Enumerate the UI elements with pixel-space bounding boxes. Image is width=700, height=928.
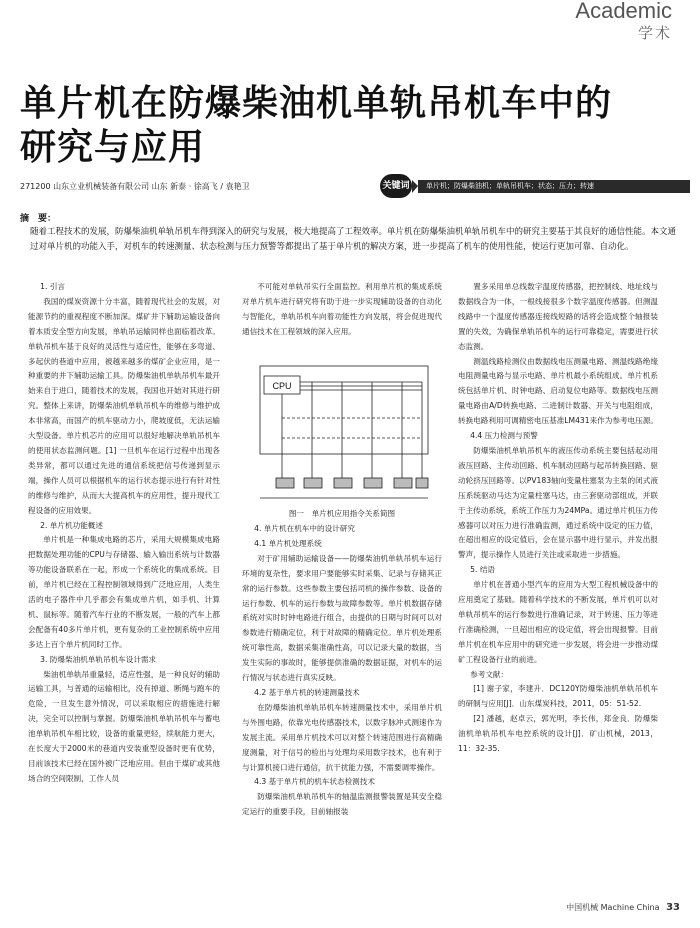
article-title-line2: 研究与应用 [20,127,206,168]
column-2-bottom [242,522,442,820]
page-number: 33 [666,902,680,913]
paragraph: [2] 潘越，赵卓云，郭光明，李长伟，郑金良．防爆柴油机单轨吊机车电控系统的设计[J]．矿山机械，2013，11：32-35. [458,714,658,754]
paragraph: 不可能对单轨吊实行全面监控。利用单片机的集成系统对单片机车进行研究将有助于进一步实现辅助设备的自动化与智能化，单轨吊机车向着功能性方向发展，将会促进现代通信技术在工程领域的深入应用。 [242,282,442,336]
section-heading: 4.2 基于单片机的转速测量技术 [254,687,360,697]
cpu-label: CPU [272,381,292,391]
keywords-text: 单片机；防爆柴油机；单轨吊机车；状态；压力；转速 [418,180,690,193]
keywords-label: 关键词 [380,174,412,198]
paragraph: 置多采用单总线数字温度传感器，把控制线、地址线与数据线合为一体，一根线接很多个数字温度传感器。但测温线路中一个温度传感器连接线短路的话将会造成整个轴报装置的失效，为确保单轨吊机车的运行可靠稳定，需要进行状态监测。 [458,282,658,351]
paragraph: 柴油机单轨吊重量轻，适应性强，是一种良好的辅助运输工具，与普通的运输相比，没有掉道、断绳与跑车的危险，一旦发生意外情况，可以采取相应的措施进行解决，完全可以控制与掌握。防爆柴油机单轨吊机车与蓄电池单轨吊机车相比较，设备的重量更轻，续航能力更大，在长度大于2000米的巷道内安装重型设备时更有优势，目前该技术已经在国外被广泛地应用。但由于煤矿或其他场合的空间限制，工作人员 [28,669,220,783]
column-3 [458,280,658,757]
paragraph: 我国的煤炭资源十分丰富，随着现代社会的发展，对能源节约的重视程度不断加深。煤矿井下辅助运输设备向着本质安全型方向发展，单轨吊运输同样也面临着改革。单轨吊机车基于良好的灵活性与适应性，能够在多弯道、多起伏的巷道中应用，被越来越多的煤矿企业应用，是一种重要的井下辅助运输工具。防爆柴油机单轨吊机车最开始来自于进口，随着技术的发展，我国也开始对其进行研究。整体上来讲，防爆柴油机单轨吊机车的维修与维护成本非常高，而国产的机车驱动力小，爬坡度低，无法运输大型设备。单片机芯片的应用可以很好地解决单轨吊机车的使用状态监测问题。[1] 一旦机车在运行过程中出现各类异常，都可以通过先进的通信系统把信号传递到显示端，操作人员可以根据机车的运行状态提示进行有针对性的维修与维护，从而大大提高机车的应用性，提升现代工程设备的应用效果。 [28,296,220,515]
section-heading: 4.1 单片机处理系统 [254,538,322,548]
section-heading: 3. 防爆柴油机单轨吊机车设计需求 [40,654,157,664]
section-heading: 1. 引言 [40,282,66,291]
section-heading: 4.4 压力检测与预警 [470,431,538,441]
abstract-label: 摘 要： [20,214,57,224]
section-heading: 参考文献： [470,669,509,679]
author-line: 271200 山东立业机械装备有限公司 山东 新泰 · 徐高飞 / 袁艳卫 [20,182,250,191]
keywords-box [380,172,690,200]
paragraph: 对于矿用辅助运输设备——防爆柴油机单轨吊机车运行环境的复杂性，要求用户要能够实时采集、记录与存储其正常的运行参数。这些参数主要包括司机的操作参数、设备的运行参数、机车的运行参数与故障参数等。单片机数据存储系统对实时时钟电路进行组合，由提供的日期与时间可以对参数进行精确定位，利于对故障的精确定位。单片机处理系统可靠性高，数据采集准确性高，可以记录大量的数据，当发生实际的事故时，能够提供准确的数据证据，对机车的运行情况与状态进行真实反映。 [242,553,442,683]
section-heading: 4.3 基于单片机的机车状态检测技术 [254,777,375,787]
section-heading: 4. 单片机在机车中的设计研究 [254,524,355,533]
section-heading: 2. 单片机功能概述 [40,520,103,530]
page-footer [566,902,680,913]
abstract-text: 随着工程技术的发展，防爆柴油机单轨吊机车得到深入的研究与发展，极大地提高了工程效率。单片机在防爆柴油机单轨吊机车中的研究主要基于其良好的通信性能。本文通过对单片机的功能入手，对机车的转速测量、状态检测与压力预警等都提出了基于单片机的解决方案，进一步提高了机车的使用性能，使运行更加可靠、自动化。 [30,227,677,252]
paragraph: [1] 谢子家，李建升．DC120Y防爆柴油机单轨吊机车的研制与应用[J]．山东煤炭科技，2011，05：51-52. [458,684,658,709]
article-title-line1: 单片机在防爆柴油机单轨吊机车中的 [20,83,613,124]
paragraph: 防爆柴油机单轨吊机车的轴温监测报警装置是其安全稳定运行的重要手段，目前轴报装 [242,792,442,817]
section-label-en: Academic [575,0,672,23]
section-heading: 5. 结语 [470,565,496,575]
column-2-top [242,280,442,340]
journal-name: 中国机械 Machine China [566,903,660,912]
column-1 [28,280,220,787]
paragraph: 单片机在普通小型汽车的应用为大型工程机械设备中的应用奠定了基础。随着科学技术的不断发展，单片机可以对单轨吊机车的运行参数进行准确记录，对于转速、压力等进行准确检测，一旦超出相应的设定值，将会出现报警。目前单片机在机车应用中的研究进一步发展，将会进一步推动煤矿工程设备行业的前进。 [458,580,658,664]
paragraph: 单片机是一种集成电路的芯片，采用大规模集成电路把数据处理功能的CPU与存储器、输入输出系统与计数器等功能设备联系在一起，形成一个系统化的集成系统。目前，单片机已经在工程控制领域得到广泛地应用，人类生活的电子器件中几乎都会有集成单片机，如手机、计算机、鼠标等。随着汽车行业的不断发展，一般的汽车上都会配备有40多片单片机，更有复杂的工业控制系统中应用多达上百个单片机同时工作。 [28,535,220,649]
paragraph: 测温线路检测仪由数据线电压测量电路、测温线路绝缘电阻测量电路与显示电路、单片机最小系统组成。单片机系统包括单片机、时钟电路、启动复位电路等。数据线电压测量电路由A/D转换电路、二进制计数器、开关与电阻组成，转换电路利用可调精密电压基准LM431来作为参考电压源。 [458,356,658,426]
figure-caption: 图一 单片机应用指令关系简图 [288,509,396,518]
section-label-zh: 学术 [637,24,672,42]
paragraph: 在防爆柴油机单轨吊机车转速测量技术中，采用单片机与外围电路，依靠光电传感器技术，以数字脉冲式测速作为发展主流。采用单片机技术可以对整个转速范围进行高精确度测量，对于信号的检出与处理均采用数字技术，也有利于与计算机接口进行通信，抗干扰能力强，不需要调零操作。 [242,702,442,772]
paragraph: 防爆柴油机单轨吊机车的液压传动系统主要包括起动用液压回路、主传动回路、机车制动回路与起吊转换回路、驱动轮挤压回路等。以PV183轴向变量柱塞泵为主泵的闭式液压系统驱动马达为定量柱塞马达，由三套驱动部组成，并联于主传动系统，系统工作压力为24MPa。通过单片机压力传感器可以对压力进行准确监测，通过系统中设定的压力值，在超出相应的设定值后，会在显示器中进行显示，并发出报警声，提示操作人员进行关注或采取进一步措施。 [458,445,658,560]
hatched-blocks [276,478,428,488]
figure-diagram [242,358,442,512]
